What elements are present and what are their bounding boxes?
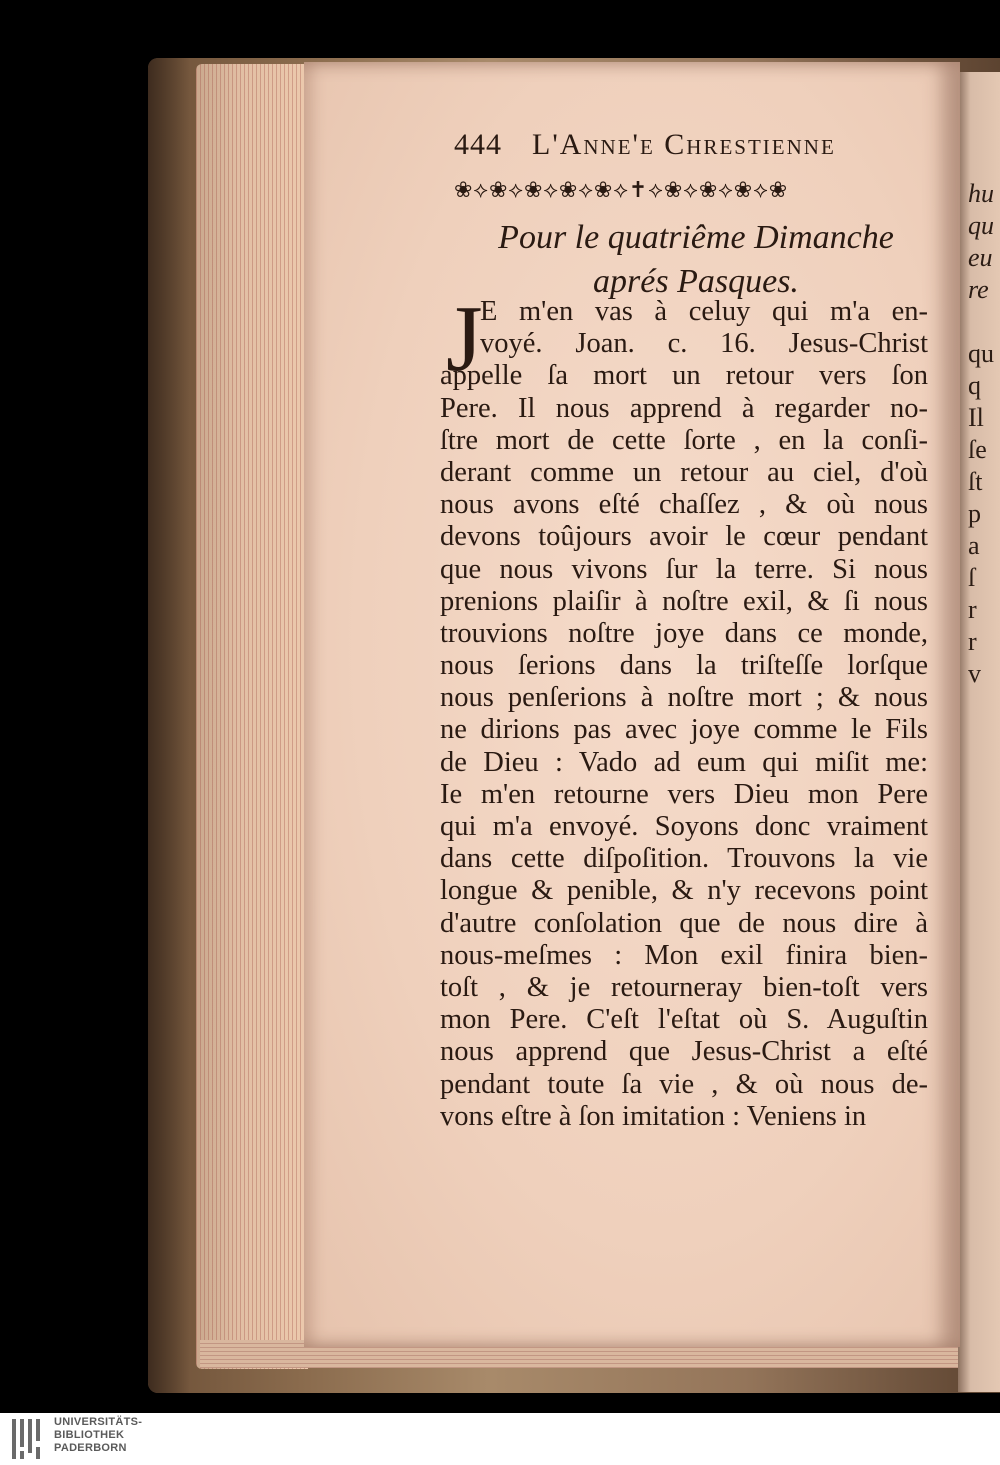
body-line: nous penſerions à noſtre mort ; & nous xyxy=(440,682,928,714)
library-logo-icon xyxy=(10,1417,48,1461)
body-line: voyé. Joan. c. 16. Jesus-Christ xyxy=(480,328,928,360)
facing-page-fragment: eu xyxy=(968,243,993,272)
facing-page-fragment xyxy=(968,306,1000,338)
body-line: mon Pere. C'eſt l'eſtat où S. Auguſtin xyxy=(440,1004,928,1036)
page-edges xyxy=(196,64,308,1369)
body-line: d'autre conſolation que de nous dire à xyxy=(440,907,928,939)
facing-page-fragment: re xyxy=(968,275,989,304)
ornament-border: ❀⟡❀⟡❀⟡❀⟡❀⟡✝⟡❀⟡❀⟡❀⟡❀ xyxy=(454,178,789,203)
footer-bar xyxy=(0,1413,1000,1465)
body-line: pendant toute ſa vie , & où nous de- xyxy=(440,1068,928,1100)
body-line: appelle ſa mort un retour vers ſon xyxy=(440,360,928,392)
logo-text-line: PADERBORN xyxy=(54,1442,127,1454)
running-title: L'Anne'e Chrestienne xyxy=(532,128,836,161)
body-line: nous avons eſté chaſſez , & où nous xyxy=(440,489,928,521)
facing-page-fragment: qu xyxy=(968,339,994,368)
logo-text-line: BIBLIOTHEK xyxy=(54,1429,125,1441)
page-number: 444 xyxy=(454,128,502,161)
facing-page-fragment: p xyxy=(968,499,981,528)
facing-page-fragment: Il xyxy=(968,403,984,432)
facing-page-fragment: a xyxy=(968,531,980,560)
facing-page-fragment: ſ xyxy=(968,563,976,592)
body-line: E m'en vas à celuy qui m'a en- xyxy=(480,296,928,327)
body-line: prenions plaiſir à noſtre exil, & ſi nous xyxy=(440,585,928,617)
facing-page-fragment: q xyxy=(968,371,981,400)
section-title xyxy=(454,216,938,304)
facing-page-fragment: hu xyxy=(968,179,994,208)
body-line: Ie m'en retourne vers Dieu mon Pere xyxy=(440,778,928,810)
body-line: de Dieu : Vado ad eum qui miſit me: xyxy=(440,746,928,778)
facing-page-fragment: v xyxy=(968,659,981,688)
body-line: derant comme un retour au ciel, d'où xyxy=(440,456,928,488)
body-line: ne dirions pas avec joye comme le Fils xyxy=(440,714,928,746)
body-line: nous-meſmes : Mon exil finira bien- xyxy=(440,939,928,971)
drop-cap: J xyxy=(446,287,483,391)
library-logo-text xyxy=(54,1416,142,1455)
facing-page-fragment: qu xyxy=(968,211,994,240)
body-line: ſtre mort de cette ſorte , en la conſi- xyxy=(440,424,928,456)
facing-page-fragment: ſe xyxy=(968,435,987,464)
body-line: Pere. Il nous apprend à regarder no- xyxy=(440,392,928,424)
facing-page-fragment: ſt xyxy=(968,467,983,496)
facing-page-fragment: r xyxy=(968,627,977,656)
body-line: vons eſtre à ſon imitation : Veniens in xyxy=(440,1100,867,1132)
facing-page-text-fragments xyxy=(968,178,1000,690)
body-text xyxy=(440,296,928,1133)
body-line: dans cette diſpoſition. Trouvons la vie xyxy=(440,843,928,875)
body-line: qui m'a envoyé. Soyons donc vraiment xyxy=(440,811,928,842)
cover-shadow xyxy=(148,58,190,1393)
body-line: nous ſerions dans la triſteſſe lorſque xyxy=(440,650,928,682)
section-title-line-1: Pour le quatriême Dimanche xyxy=(498,219,894,256)
section-title-line-2: aprés Pasques. xyxy=(593,263,799,300)
body-line: trouvions noſtre joye dans ce monde, xyxy=(440,617,928,649)
body-line: devons toûjours avoir le cœur pendant xyxy=(440,521,928,553)
body-line: que nous vivons ſur la terre. Si nous xyxy=(440,553,928,585)
body-line: nous apprend que Jesus-Christ a eſté xyxy=(440,1036,928,1068)
body-line: longue & penible, & n'y recevons point xyxy=(440,875,928,907)
facing-page-fragment: r xyxy=(968,595,977,624)
logo-text-line: UNIVERSITÄTS- xyxy=(54,1416,143,1428)
page-header xyxy=(454,128,924,168)
body-line: toſt , & je retourneray bien-toſt vers xyxy=(440,971,928,1003)
